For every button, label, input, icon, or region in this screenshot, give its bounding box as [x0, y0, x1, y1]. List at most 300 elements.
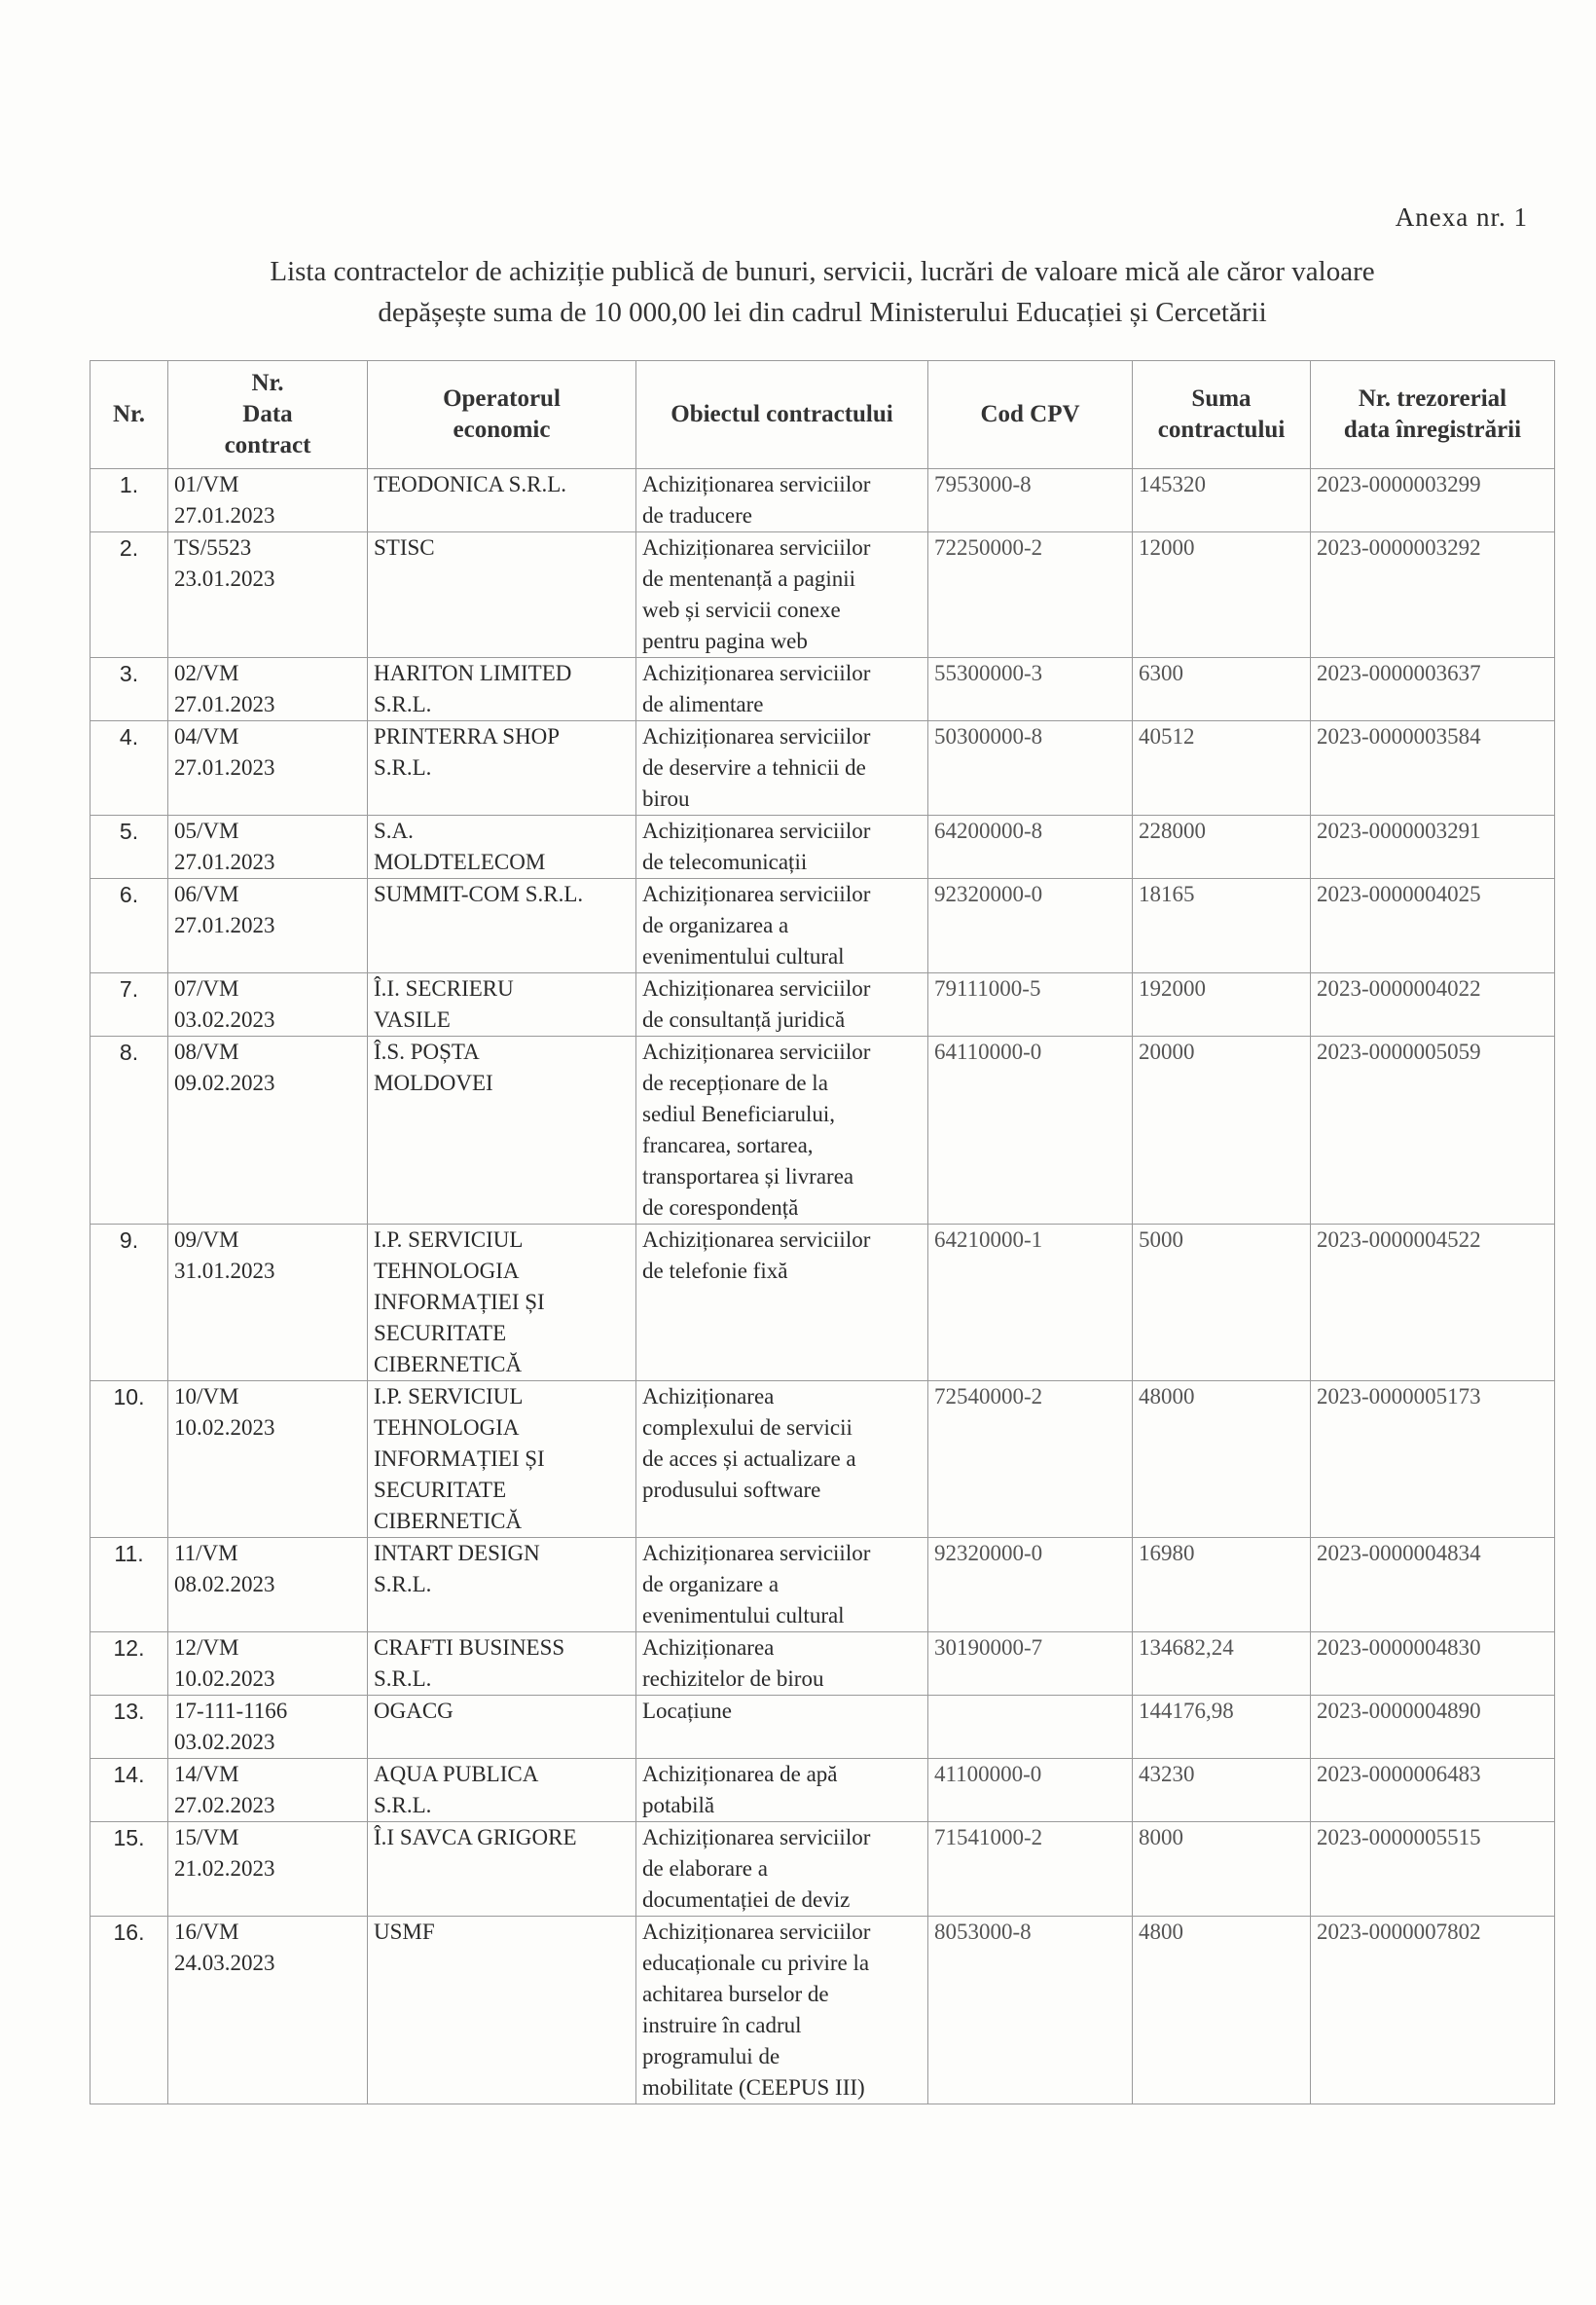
contract-object-line: de elaborare a	[642, 1856, 768, 1881]
treasury-number-line: 2023-0000004830	[1317, 1635, 1481, 1660]
table-row	[91, 658, 1555, 721]
cpv-code	[928, 658, 1133, 721]
row-number-line: 4.	[119, 724, 139, 750]
cpv-code-line: 92320000-0	[934, 1541, 1043, 1565]
contract-object	[636, 1696, 928, 1759]
contract-number-date-line: 07/VM	[174, 976, 239, 1001]
economic-operator-line: SECURITATE	[374, 1478, 507, 1502]
contract-object-line: complexului de servicii	[642, 1415, 852, 1440]
cpv-code	[928, 879, 1133, 973]
economic-operator-line: PRINTERRA SHOP	[374, 724, 561, 749]
economic-operator-line: Î.S. POȘTA	[374, 1040, 480, 1064]
cpv-code-line: 64110000-0	[934, 1040, 1042, 1064]
contract-object-line: Locațiune	[642, 1699, 732, 1723]
contract-object	[636, 721, 928, 816]
contract-object-line: Achiziționarea serviciilor	[642, 1040, 871, 1064]
treasury-number	[1311, 816, 1555, 879]
contract-object-line: educaționale cu privire la	[642, 1951, 870, 1975]
treasury-number-line: 2023-0000003299	[1317, 472, 1481, 496]
cpv-code	[928, 1917, 1133, 2104]
contract-object-line: evenimentului cultural	[642, 944, 845, 969]
table-row	[91, 1759, 1555, 1822]
table-body	[91, 469, 1555, 2104]
contract-number-date	[168, 658, 368, 721]
treasury-number	[1311, 1381, 1555, 1538]
contract-number-date-line: 24.03.2023	[174, 1951, 275, 1975]
contract-sum-line: 40512	[1139, 724, 1195, 749]
treasury-number-line: 2023-0000006483	[1317, 1762, 1481, 1786]
contract-sum	[1133, 1917, 1311, 2104]
row-number	[91, 1917, 168, 2104]
economic-operator	[368, 658, 636, 721]
economic-operator-line: S.R.L.	[374, 1572, 432, 1596]
treasury-number-line: 2023-0000004890	[1317, 1699, 1481, 1723]
contract-sum	[1133, 1538, 1311, 1632]
contract-object-line: de consultanță juridică	[642, 1007, 846, 1032]
header-nr: Nr.	[91, 361, 168, 469]
contract-sum	[1133, 816, 1311, 879]
row-number-line: 7.	[119, 976, 139, 1002]
contract-number-date-line: 02/VM	[174, 661, 239, 685]
cpv-code	[928, 469, 1133, 532]
contract-object-line: produsului software	[642, 1478, 821, 1502]
economic-operator	[368, 1917, 636, 2104]
contract-number-date-line: 01/VM	[174, 472, 239, 496]
economic-operator	[368, 721, 636, 816]
economic-operator	[368, 816, 636, 879]
cpv-code-line: 64210000-1	[934, 1227, 1043, 1252]
row-number-line: 2.	[119, 535, 139, 561]
contract-number-date-line: 10.02.2023	[174, 1666, 275, 1691]
cpv-code	[928, 816, 1133, 879]
contract-sum	[1133, 469, 1311, 532]
contract-object-line: Achiziționarea serviciilor	[642, 472, 871, 496]
row-number	[91, 532, 168, 658]
treasury-number	[1311, 1917, 1555, 2104]
cpv-code-line: 50300000-8	[934, 724, 1043, 749]
header-sum: Suma contractului	[1133, 361, 1311, 469]
treasury-number-line: 2023-0000004834	[1317, 1541, 1481, 1565]
contract-object-line: de organizarea a	[642, 913, 789, 937]
contract-object-line: mobilitate (CEEPUS III)	[642, 2075, 865, 2100]
cpv-code-line: 8053000-8	[934, 1920, 1032, 1944]
row-number	[91, 1759, 168, 1822]
title-line-1: Lista contractelor de achiziție publică de bunuri, servicii, lucrări de valoare mică ale căror valoare	[270, 256, 1375, 287]
economic-operator	[368, 973, 636, 1037]
cpv-code-line: 55300000-3	[934, 661, 1043, 685]
treasury-number	[1311, 532, 1555, 658]
economic-operator-line: TEHNOLOGIA	[374, 1415, 520, 1440]
contract-number-date-line: 27.02.2023	[174, 1793, 275, 1817]
economic-operator-line: TEODONICA S.R.L.	[374, 472, 567, 496]
table-row	[91, 1917, 1555, 2104]
contract-number-date-line: 14/VM	[174, 1762, 239, 1786]
contract-object-line: evenimentului cultural	[642, 1603, 845, 1628]
contract-number-date-line: 10/VM	[174, 1384, 239, 1409]
table-row	[91, 532, 1555, 658]
contract-number-date	[168, 1696, 368, 1759]
treasury-number	[1311, 1696, 1555, 1759]
contract-sum-line: 4800	[1139, 1920, 1183, 1944]
contract-sum-line: 20000	[1139, 1040, 1195, 1064]
economic-operator-line: CIBERNETICĂ	[374, 1352, 523, 1376]
contract-object-line: de traducere	[642, 503, 753, 528]
contract-object-line: potabilă	[642, 1793, 715, 1817]
economic-operator-line: CIBERNETICĂ	[374, 1509, 523, 1533]
contract-sum-line: 145320	[1139, 472, 1206, 496]
contract-number-date-line: 03.02.2023	[174, 1730, 275, 1754]
economic-operator	[368, 1381, 636, 1538]
treasury-number-line: 2023-0000004022	[1317, 976, 1481, 1001]
contract-sum	[1133, 973, 1311, 1037]
contract-object-line: Achiziționarea serviciilor	[642, 882, 871, 906]
contract-object-line: Achiziționarea de apă	[642, 1762, 838, 1786]
contract-number-date-line: 11/VM	[174, 1541, 238, 1565]
contract-sum-line: 8000	[1139, 1825, 1183, 1849]
economic-operator-line: TEHNOLOGIA	[374, 1259, 520, 1283]
contract-object-line: de telecomunicații	[642, 850, 808, 874]
table-header-row	[91, 361, 1555, 469]
economic-operator	[368, 469, 636, 532]
contract-object-line: de deservire a tehnicii de	[642, 755, 866, 780]
treasury-number-line: 2023-0000003291	[1317, 819, 1481, 843]
row-number	[91, 1225, 168, 1381]
economic-operator-line: AQUA PUBLICA	[374, 1762, 539, 1786]
contract-object	[636, 1759, 928, 1822]
contract-object-line: Achiziționarea serviciilor	[642, 724, 871, 749]
treasury-number	[1311, 1037, 1555, 1225]
contract-object	[636, 1381, 928, 1538]
economic-operator-line: S.R.L.	[374, 1793, 432, 1817]
treasury-number-line: 2023-0000004522	[1317, 1227, 1481, 1252]
contract-number-date-line: 08.02.2023	[174, 1572, 275, 1596]
contract-object-line: Achiziționarea serviciilor	[642, 661, 871, 685]
contract-number-date-line: 12/VM	[174, 1635, 239, 1660]
row-number-line: 1.	[119, 472, 139, 497]
cpv-code	[928, 1538, 1133, 1632]
economic-operator-line: Î.I. SECRIERU	[374, 976, 514, 1001]
contract-object	[636, 816, 928, 879]
cpv-code-line: 41100000-0	[934, 1762, 1042, 1786]
economic-operator-line: S.R.L.	[374, 692, 432, 716]
economic-operator	[368, 1632, 636, 1696]
treasury-number-line: 2023-0000005515	[1317, 1825, 1481, 1849]
cpv-code	[928, 1822, 1133, 1917]
contract-object-line: transportarea și livrarea	[642, 1164, 854, 1189]
economic-operator-line: Î.I SAVCA GRIGORE	[374, 1825, 577, 1849]
contract-sum-line: 5000	[1139, 1227, 1183, 1252]
cpv-code-line: 92320000-0	[934, 882, 1043, 906]
row-number	[91, 658, 168, 721]
economic-operator-line: INFORMAȚIEI ȘI	[374, 1290, 545, 1314]
contract-number-date-line: 27.01.2023	[174, 850, 275, 874]
economic-operator	[368, 1225, 636, 1381]
contract-object-line: Achiziționarea	[642, 1384, 775, 1409]
contract-object-line: documentației de deviz	[642, 1887, 851, 1912]
row-number-line: 11.	[114, 1541, 144, 1566]
contract-object-line: instruire în cadrul	[642, 2013, 802, 2037]
cpv-code	[928, 1037, 1133, 1225]
economic-operator-line: S.A.	[374, 819, 414, 843]
economic-operator	[368, 1696, 636, 1759]
economic-operator	[368, 1538, 636, 1632]
economic-operator	[368, 879, 636, 973]
contract-number-date-line: 09/VM	[174, 1227, 239, 1252]
contract-object-line: de telefonie fixă	[642, 1259, 788, 1283]
contract-object	[636, 469, 928, 532]
table-row	[91, 1381, 1555, 1538]
contract-sum	[1133, 1759, 1311, 1822]
economic-operator-line: STISC	[374, 535, 435, 560]
table-row	[91, 879, 1555, 973]
row-number	[91, 1381, 168, 1538]
contract-sum-line: 192000	[1139, 976, 1206, 1001]
contract-number-date-line: 17-111-1166	[174, 1699, 288, 1723]
contract-sum-line: 12000	[1139, 535, 1195, 560]
contract-sum-line: 228000	[1139, 819, 1206, 843]
contract-object	[636, 532, 928, 658]
treasury-number	[1311, 1225, 1555, 1381]
contract-sum-line: 18165	[1139, 882, 1195, 906]
contract-sum	[1133, 721, 1311, 816]
contract-object-line: Achiziționarea serviciilor	[642, 1227, 871, 1252]
cpv-code	[928, 1632, 1133, 1696]
contract-object-line: de corespondență	[642, 1195, 799, 1220]
cpv-code	[928, 973, 1133, 1037]
contract-number-date-line: 27.01.2023	[174, 503, 275, 528]
table-row	[91, 1696, 1555, 1759]
contract-number-date	[168, 1538, 368, 1632]
cpv-code-line: 72250000-2	[934, 535, 1043, 560]
row-number-line: 16.	[113, 1920, 145, 1945]
contract-object-line: de mentenanță a paginii	[642, 567, 856, 591]
row-number-line: 5.	[119, 819, 139, 844]
table-row	[91, 1225, 1555, 1381]
contract-number-date-line: 21.02.2023	[174, 1856, 275, 1881]
economic-operator-line: S.R.L.	[374, 1666, 432, 1691]
contract-object-line: de acces și actualizare a	[642, 1446, 856, 1471]
row-number	[91, 1037, 168, 1225]
row-number	[91, 1632, 168, 1696]
economic-operator	[368, 1759, 636, 1822]
cpv-code	[928, 1381, 1133, 1538]
treasury-number	[1311, 1538, 1555, 1632]
treasury-number	[1311, 879, 1555, 973]
row-number-line: 15.	[113, 1825, 145, 1850]
contract-object-line: web și servicii conexe	[642, 598, 841, 622]
contract-object-line: achitarea burselor de	[642, 1982, 829, 2006]
contract-object-line: de alimentare	[642, 692, 764, 716]
economic-operator-line: SECURITATE	[374, 1321, 507, 1345]
row-number-line: 13.	[113, 1699, 145, 1724]
contract-sum	[1133, 1037, 1311, 1225]
contract-number-date	[168, 1037, 368, 1225]
contract-object-line: de organizare a	[642, 1572, 780, 1596]
contract-number-date	[168, 469, 368, 532]
row-number	[91, 1538, 168, 1632]
economic-operator-line: USMF	[374, 1920, 435, 1944]
row-number	[91, 879, 168, 973]
contract-sum-line: 134682,24	[1139, 1635, 1234, 1660]
contract-object	[636, 879, 928, 973]
contract-number-date-line: 23.01.2023	[174, 567, 275, 591]
contract-number-date	[168, 1632, 368, 1696]
contract-number-date	[168, 879, 368, 973]
economic-operator-line: I.P. SERVICIUL	[374, 1384, 524, 1409]
economic-operator	[368, 532, 636, 658]
title-line-2: depășește suma de 10 000,00 lei din cadrul Ministerului Educației și Cercetării	[378, 297, 1267, 328]
contract-object-line: Achiziționarea serviciilor	[642, 976, 871, 1001]
contract-object	[636, 973, 928, 1037]
contract-sum-line: 43230	[1139, 1762, 1195, 1786]
table-row	[91, 1037, 1555, 1225]
table-row	[91, 816, 1555, 879]
treasury-number	[1311, 658, 1555, 721]
contract-object	[636, 1538, 928, 1632]
treasury-number-line: 2023-0000005173	[1317, 1384, 1481, 1409]
contract-sum	[1133, 1381, 1311, 1538]
contract-sum-line: 16980	[1139, 1541, 1195, 1565]
row-number-line: 12.	[113, 1635, 145, 1661]
economic-operator-line: SUMMIT-COM S.R.L.	[374, 882, 584, 906]
contract-object-line: pentru pagina web	[642, 629, 808, 653]
economic-operator-line: MOLDOVEI	[374, 1071, 493, 1095]
contract-number-date-line: 09.02.2023	[174, 1071, 275, 1095]
contract-number-date-line: 10.02.2023	[174, 1415, 275, 1440]
row-number-line: 9.	[119, 1227, 139, 1253]
contract-number-date-line: 08/VM	[174, 1040, 239, 1064]
row-number-line: 14.	[113, 1762, 145, 1787]
table-row	[91, 721, 1555, 816]
row-number	[91, 1822, 168, 1917]
contract-object-line: programului de	[642, 2044, 780, 2068]
row-number-line: 3.	[119, 661, 139, 686]
cpv-code-line: 72540000-2	[934, 1384, 1043, 1409]
cpv-code-line: 64200000-8	[934, 819, 1043, 843]
economic-operator-line: INFORMAȚIEI ȘI	[374, 1446, 545, 1471]
cpv-code-line: 79111000-5	[934, 976, 1041, 1001]
economic-operator-line: I.P. SERVICIUL	[374, 1227, 524, 1252]
contract-number-date-line: 31.01.2023	[174, 1259, 275, 1283]
contract-number-date	[168, 1822, 368, 1917]
contract-object	[636, 658, 928, 721]
contract-sum	[1133, 1225, 1311, 1381]
contract-object	[636, 1037, 928, 1225]
contract-sum	[1133, 658, 1311, 721]
contract-number-date	[168, 721, 368, 816]
contract-object-line: Achiziționarea serviciilor	[642, 535, 871, 560]
contract-number-date-line: 06/VM	[174, 882, 239, 906]
row-number-line: 8.	[119, 1040, 139, 1065]
contract-sum-line: 144176,98	[1139, 1699, 1234, 1723]
header-contract: Nr. Data contract	[168, 361, 368, 469]
contract-object-line: rechizitelor de birou	[642, 1666, 824, 1691]
table-row	[91, 1538, 1555, 1632]
cpv-code-line: 30190000-7	[934, 1635, 1043, 1660]
contract-number-date	[168, 1759, 368, 1822]
economic-operator	[368, 1822, 636, 1917]
treasury-number-line: 2023-0000007802	[1317, 1920, 1481, 1944]
contract-number-date	[168, 1917, 368, 2104]
treasury-number	[1311, 1759, 1555, 1822]
contract-object-line: sediul Beneficiarului,	[642, 1102, 835, 1126]
contract-object-line: Achiziționarea serviciilor	[642, 1541, 871, 1565]
economic-operator-line: MOLDTELECOM	[374, 850, 546, 874]
treasury-number-line: 2023-0000003292	[1317, 535, 1481, 560]
treasury-number-line: 2023-0000003584	[1317, 724, 1481, 749]
contract-number-date-line: TS/5523	[174, 535, 252, 560]
cpv-code	[928, 1225, 1133, 1381]
economic-operator-line: INTART DESIGN	[374, 1541, 540, 1565]
row-number	[91, 816, 168, 879]
treasury-number-line: 2023-0000005059	[1317, 1040, 1481, 1064]
contract-number-date-line: 04/VM	[174, 724, 239, 749]
header-operator: Operatorul economic	[368, 361, 636, 469]
contract-sum	[1133, 879, 1311, 973]
header-object: Obiectul contractului	[636, 361, 928, 469]
economic-operator-line: HARITON LIMITED	[374, 661, 572, 685]
treasury-number-line: 2023-0000004025	[1317, 882, 1481, 906]
contract-object	[636, 1822, 928, 1917]
row-number-line: 6.	[119, 882, 139, 907]
contract-sum	[1133, 532, 1311, 658]
row-number	[91, 469, 168, 532]
document-title	[146, 251, 1499, 333]
header-treasury: Nr. trezorerial data înregistrării	[1311, 361, 1555, 469]
contract-object-line: Achiziționarea serviciilor	[642, 1920, 871, 1944]
contract-sum-line: 6300	[1139, 661, 1183, 685]
contract-number-date-line: 03.02.2023	[174, 1007, 275, 1032]
contract-object	[636, 1917, 928, 2104]
treasury-number	[1311, 469, 1555, 532]
header-cpv: Cod CPV	[928, 361, 1133, 469]
contract-number-date	[168, 1225, 368, 1381]
contract-number-date	[168, 532, 368, 658]
treasury-number	[1311, 973, 1555, 1037]
contract-sum	[1133, 1632, 1311, 1696]
economic-operator-line: CRAFTI BUSINESS	[374, 1635, 565, 1660]
contract-object-line: de recepționare de la	[642, 1071, 828, 1095]
contract-object-line: Achiziționarea serviciilor	[642, 1825, 871, 1849]
contract-object-line: Achiziționarea serviciilor	[642, 819, 871, 843]
economic-operator	[368, 1037, 636, 1225]
row-number	[91, 973, 168, 1037]
contract-object-line: francarea, sortarea,	[642, 1133, 814, 1157]
treasury-number	[1311, 721, 1555, 816]
contract-sum	[1133, 1696, 1311, 1759]
treasury-number	[1311, 1632, 1555, 1696]
cpv-code-line: 71541000-2	[934, 1825, 1043, 1849]
contract-object-line: Achiziționarea	[642, 1635, 775, 1660]
contract-object	[636, 1632, 928, 1696]
contract-number-date-line: 16/VM	[174, 1920, 239, 1944]
contract-sum-line: 48000	[1139, 1384, 1195, 1409]
contract-number-date-line: 27.01.2023	[174, 692, 275, 716]
contract-object	[636, 1225, 928, 1381]
contract-object-line: birou	[642, 787, 690, 811]
row-number	[91, 721, 168, 816]
contract-sum	[1133, 1822, 1311, 1917]
treasury-number	[1311, 1822, 1555, 1917]
economic-operator-line: OGACG	[374, 1699, 453, 1723]
row-number-line: 10.	[113, 1384, 145, 1409]
table-row	[91, 469, 1555, 532]
table-row	[91, 1632, 1555, 1696]
table-row	[91, 973, 1555, 1037]
cpv-code	[928, 1759, 1133, 1822]
contracts-table	[90, 360, 1555, 2104]
annex-label: Anexa nr. 1	[1395, 202, 1528, 232]
